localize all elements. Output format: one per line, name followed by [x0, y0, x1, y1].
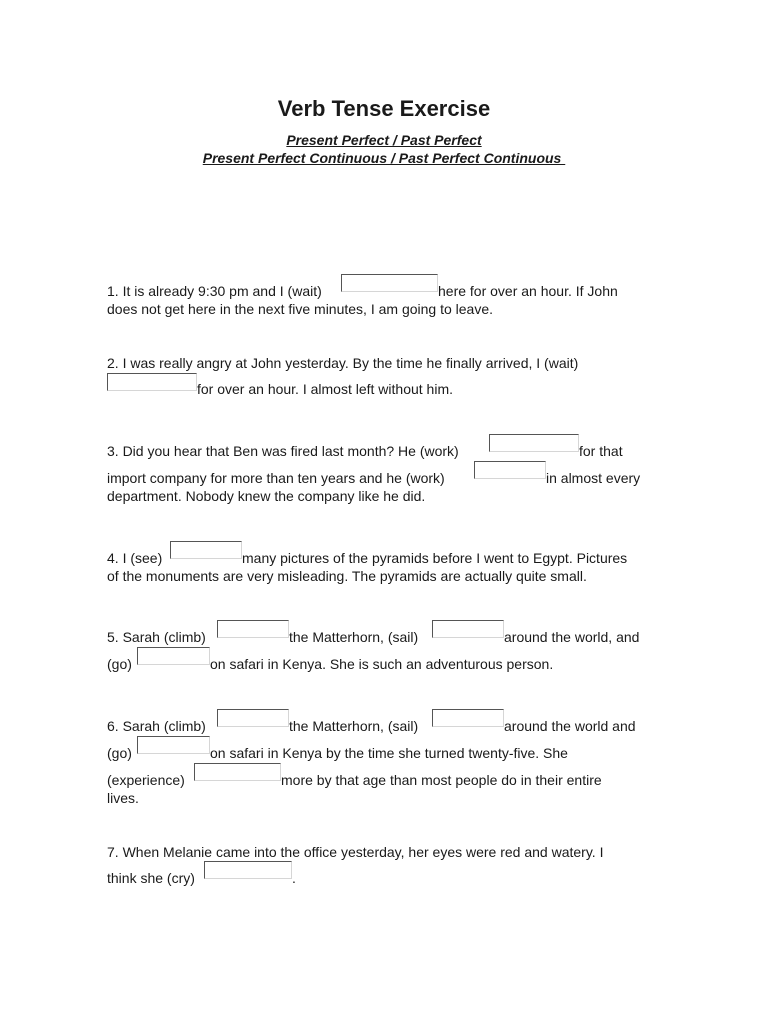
subtitle-line-1: Present Perfect / Past Perfect	[286, 132, 482, 148]
question-4-answer-1[interactable]	[170, 541, 242, 559]
question-4-text: many pictures of the pyramids before I went to Egypt. Pictures	[242, 550, 628, 566]
question-5-text: 5. Sarah (climb)	[107, 629, 206, 645]
question-7-text: 7. When Melanie came into the office yesterday, her eyes were red and watery. I	[107, 844, 604, 860]
question-1-text: does not get here in the next five minutes, I am going to leave.	[107, 301, 494, 317]
question-1-answer-1[interactable]	[341, 274, 438, 292]
question-6-answer-3[interactable]	[137, 736, 210, 754]
question-6-text: the Matterhorn, (sail)	[289, 718, 419, 734]
question-2-text: 2. I was really angry at John yesterday. By the time he finally arrived, I (wait)	[107, 355, 579, 371]
question-3-text: for that	[579, 443, 623, 459]
subtitle-line-2: Present Perfect Continuous / Past Perfect Continuous	[202, 150, 566, 166]
question-6-text: lives.	[107, 790, 139, 806]
question-6-text: on safari in Kenya by the time she turned twenty-five. She	[210, 745, 568, 761]
question-5-text: on safari in Kenya. She is such an adventurous person.	[210, 656, 554, 672]
question-6-text: (go)	[107, 745, 132, 761]
question-1-text: here for over an hour. If John	[438, 283, 618, 299]
question-4-text: of the monuments are very misleading. The pyramids are actually quite small.	[107, 568, 587, 584]
question-5-answer-2[interactable]	[432, 620, 504, 638]
question-6-text: 6. Sarah (climb)	[107, 718, 206, 734]
question-3-answer-2[interactable]	[474, 461, 546, 479]
question-6-answer-1[interactable]	[217, 709, 289, 727]
question-6-answer-4[interactable]	[194, 763, 281, 781]
question-7-text: .	[292, 870, 296, 886]
question-6-text: more by that age than most people do in their entire	[281, 772, 602, 788]
question-5-text: the Matterhorn, (sail)	[289, 629, 419, 645]
question-5-answer-1[interactable]	[217, 620, 289, 638]
question-7-answer-1[interactable]	[204, 861, 292, 879]
question-2-answer-1[interactable]	[107, 373, 197, 391]
document-title: Verb Tense Exercise	[277, 96, 491, 121]
question-5-answer-3[interactable]	[137, 647, 210, 665]
question-3-text: in almost every	[546, 470, 641, 486]
question-3-text: 3. Did you hear that Ben was fired last month? He (work)	[107, 443, 459, 459]
question-6-text: (experience)	[107, 772, 185, 788]
question-6-text: around the world and	[504, 718, 636, 734]
question-3-answer-1[interactable]	[489, 434, 579, 452]
question-3-text: import company for more than ten years and he (work)	[107, 470, 445, 486]
question-5-text: (go)	[107, 656, 132, 672]
question-2-text: for over an hour. I almost left without him.	[197, 381, 454, 397]
question-6-answer-2[interactable]	[432, 709, 504, 727]
question-7-text: think she (cry)	[107, 870, 195, 886]
question-1-text: 1. It is already 9:30 pm and I (wait)	[107, 283, 322, 299]
question-4-text: 4. I (see)	[107, 550, 163, 566]
question-5-text: around the world, and	[504, 629, 640, 645]
question-3-text: department. Nobody knew the company like he did.	[107, 488, 426, 504]
